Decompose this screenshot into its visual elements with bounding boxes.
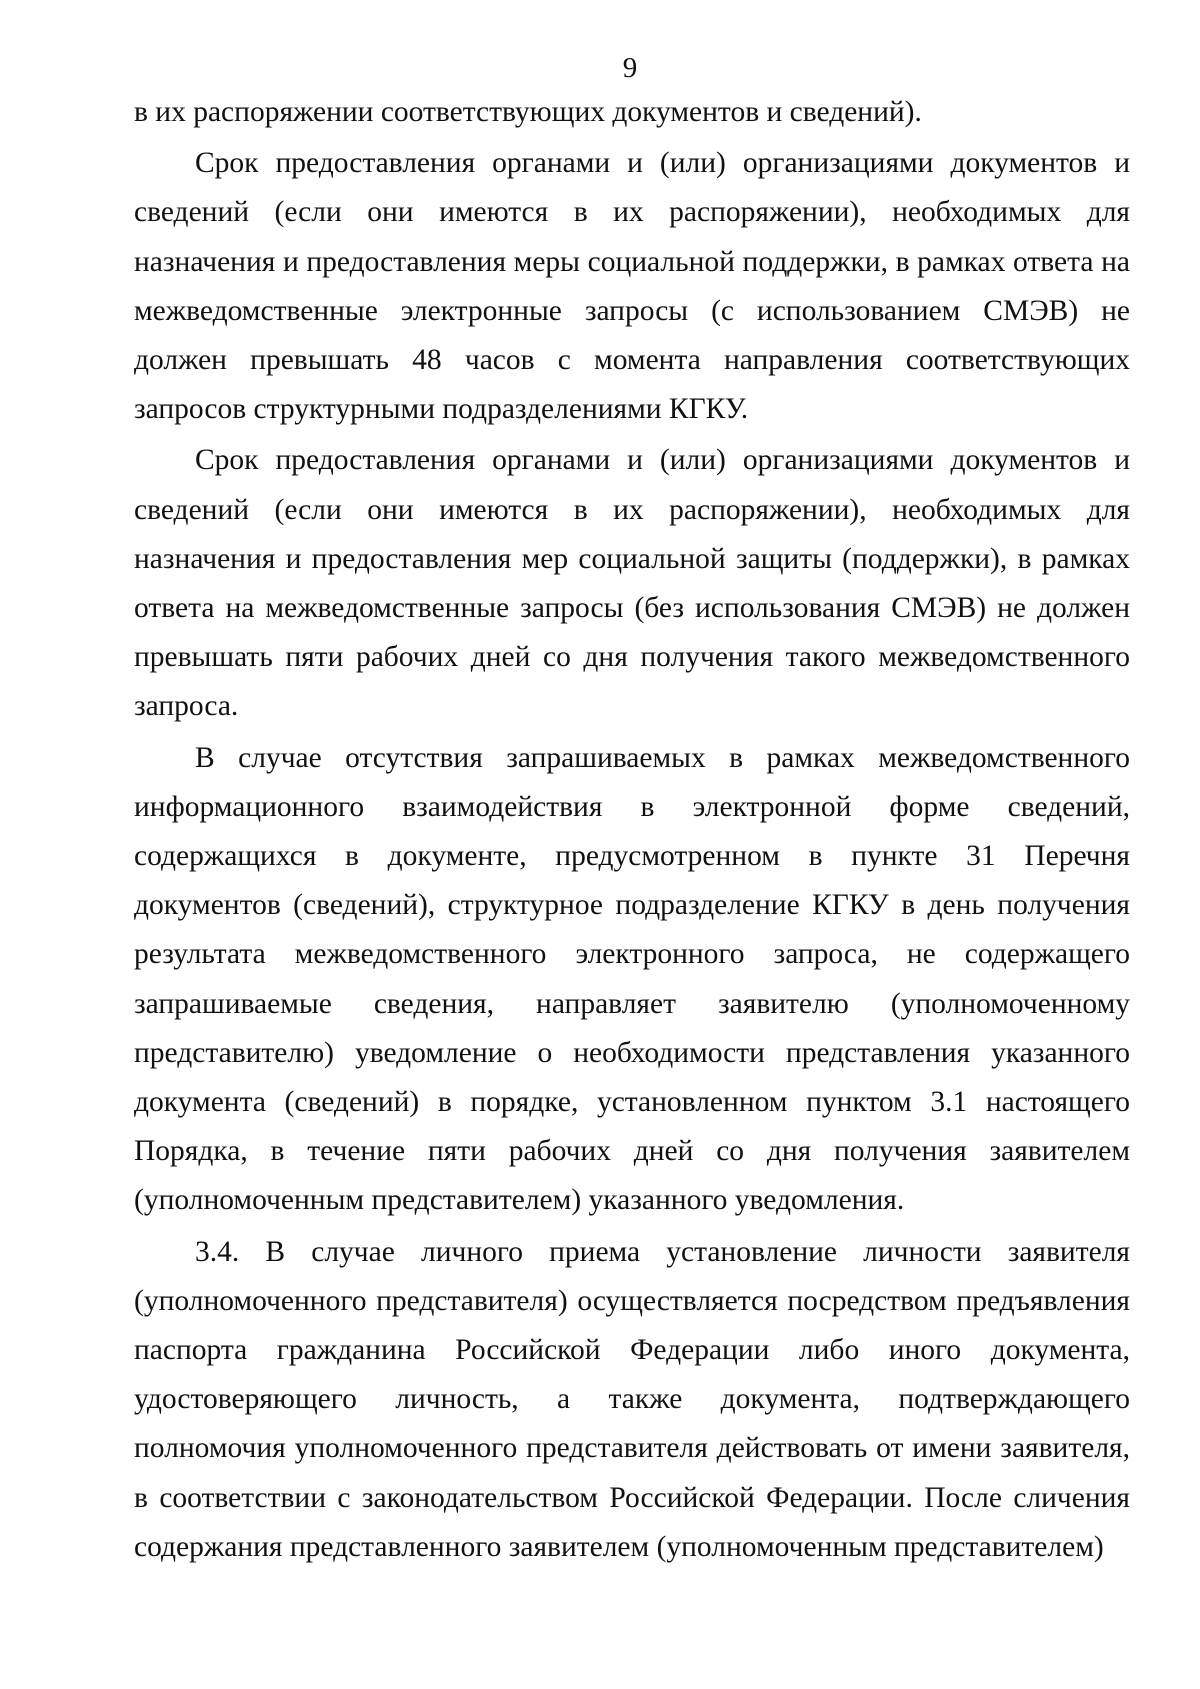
paragraph-clause-3-4: 3.4. В случае личного приема установление личности заявителя (уполномоченного представителя) осуществляется посредством предъявления паспорта гражданина Российской Федерации либо иного документа, удостоверяющего личность, а также документа, подтверждающего полномочия уполномоченного представителя действовать от имени заявителя, в соответствии с законодательством Российской Федерации. После сличения содержания представленного заявителем (уполномоченным представителем) bbox=[134, 1235, 1130, 1563]
page-number: 9 bbox=[622, 52, 638, 84]
document-body bbox=[134, 88, 1130, 1572]
paragraph-smev-term: Срок предоставления органами и (или) организациями документов и сведений (если они имеются в их распоряжении), необходимых для назначения и предоставления меры социальной поддержки, в рамках ответа на межведомственные электронные запросы (с использованием СМЭВ) не должен превышать 48 часов с момента направления соответствующих запросов структурными подразделениями КГКУ. bbox=[134, 147, 1130, 426]
paragraph-continuation: в их распоряжении соответствующих документов и сведений). bbox=[134, 96, 922, 128]
paragraph-absence-of-info: В случае отсутствия запрашиваемых в рамках межведомственного информационного взаимодействия в электронной форме сведений, содержащихся в документе, предусмотренном в пункте 31 Перечня документов (сведений), структурное подразделение КГКУ в день получения результата межведомственного электронного запроса, не содержащего запрашиваемые сведения, направляет заявителю (уполномоченному представителю) уведомление о необходимости представления указанного документа (сведений) в порядке, установленном пунктом 3.1 настоящего Порядка, в течение пяти рабочих дней со дня получения заявителем (уполномоченным представителем) указанного уведомления. bbox=[134, 741, 1130, 1217]
paragraph-non-smev-term: Срок предоставления органами и (или) организациями документов и сведений (если они имеются в их распоряжении), необходимых для назначения и предоставления мер социальной защиты (поддержки), в рамках ответа на межведомственные запросы (без использования СМЭВ) не должен превышать пяти рабочих дней со дня получения такого межведомственного запроса. bbox=[134, 444, 1130, 723]
